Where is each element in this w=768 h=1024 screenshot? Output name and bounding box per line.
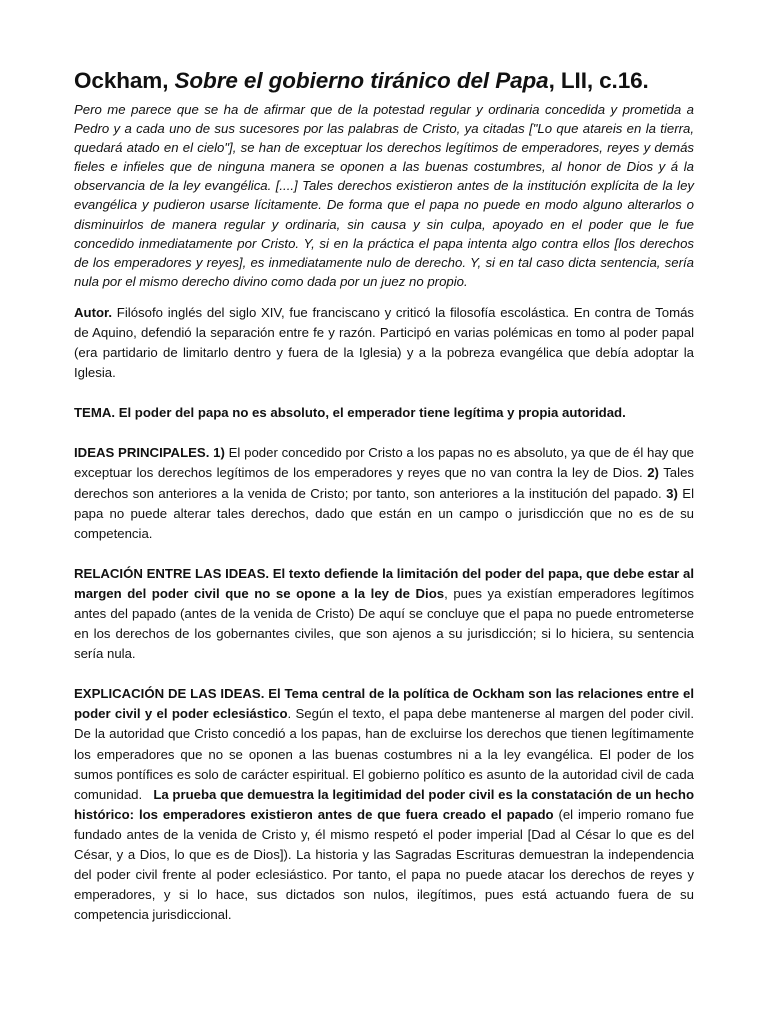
idea-2-text: Tales derechos son anteriores a la venida de Cristo; por tanto, son anteriores a la institución del papado. (74, 465, 694, 501)
ideas-paragraph (74, 443, 694, 543)
autor-label: Autor. (74, 304, 113, 320)
relacion-bold: RELACIÓN ENTRE LAS IDEAS. El texto defiende la limitación del poder del papa, que debe estar al margen del poder civil que no se opone a la ley de Dios (74, 565, 694, 601)
ideas-label: IDEAS PRINCIPALES. (74, 445, 210, 461)
autor-text: Filósofo inglés del siglo XIV, fue franciscano y criticó la filosofía escolástica. En contra de Tomás de Aquino, defendió la separación entre fe y razón. Participó en varias polémicas en tomo al poder papal (era partidario de limitarlo dentro y fuera de la Iglesia) y a la pobreza evangélica que debía adoptar la Iglesia. (74, 304, 694, 381)
explicacion-bold-2: La prueba que demuestra la legitimidad del poder civil es la constatación de un hecho histórico: los emperadores existieron antes de que fuera creado el papado (74, 786, 695, 822)
autor-paragraph (74, 303, 694, 383)
relacion-paragraph (74, 564, 694, 664)
explicacion-bold-1: EXPLICACIÓN DE LAS IDEAS. El Tema central de la política de Ockham son las relaciones entre el poder civil y el poder eclesiástico (74, 686, 694, 722)
tema-paragraph: TEMA. El poder del papa no es absoluto, el emperador tiene legítima y propia autoridad. (74, 405, 626, 421)
explicacion-text-2: (el imperio romano fue fundado antes de la venida de Cristo y, él mismo respetó el poder imperial [Dad al César lo que es del César, y a Dios, lo que es de Dios]). La historia y las Sagradas Escrituras demuestran la independencia del poder civil frente al poder eclesiástico. Por tanto, el papa no puede atacar los derechos de reyes y emperadores, y si lo hace, sus dictados son nulos, ilegítimos, pues está actuando fuera de su competencia jurisdiccional. (74, 806, 694, 923)
idea-3-text: El papa no puede alterar tales derechos, dado que están en un campo o jurisdicción que no es de su competencia. (74, 485, 694, 541)
explicacion-paragraph (74, 684, 698, 925)
idea-1-text: El poder concedido por Cristo a los papas no es absoluto, ya que de él hay que exceptuar los derechos legítimos de los emperadores y reyes que no van contra la ley de Dios. (74, 445, 695, 481)
quoted-text: Pero me parece que se ha de afirmar que de la potestad regular y ordinaria concedida y prometida a Pedro y a cada uno de sus sucesores por las palabras de Cristo, ya citadas ["Lo que atareis en la tierra, quedará atado en el cielo"], se han de exceptuar los derechos legítimos de emperadores, reyes y demás fieles e infieles que de ninguna manera se oponen a las buenas costumbres, al honor de Dios y á la observancia de la ley evangélica. [....] Tales derechos existieron antes de la institución explícita de la ley evangélica y pudieron usarse lícitamente. De forma que el papa no puede en modo alguno alterarlos o disminuirlos de manera regular y ordinaria, sin causa y sin culpa, apoyado en el poder que le fue concedido inmediatamente por Cristo. Y, si en la práctica el papa intenta algo contra ellos [los derechos de los emperadores y reyes], es inmediatamente nulo de derecho. Y, si en tal caso dicta sentencia, sería nula por el mismo derecho divino como dada por un juez no propio. (74, 102, 694, 289)
title-reference: , LII, c.16. (548, 68, 649, 93)
relacion-text: , pues ya existían emperadores legítimos antes del papado (antes de la venida de Cristo) De aquí se concluye que el papa no puede entrometerse en los derechos de los gobernantes civiles, que son ajenos a su jurisdicción; si lo hiciera, su sentencia sería nula. (74, 585, 694, 662)
idea-3-number: 3) (661, 485, 678, 501)
title-author: Ockham, (74, 68, 175, 93)
explicacion-text-1: . Según el texto, el papa debe mantenerse al margen del poder civil. De la autoridad que Cristo concedió a los papas, han de excluirse los derechos que tienen legítimamente los emperadores que no se oponen a las buenas costumbres ni a la ley evangélica. El poder de los sumos pontífices es solo de carácter espiritual. El gobierno político es asunto de la autoridad civil de cada comunidad. (74, 706, 698, 802)
document-title (74, 66, 694, 96)
idea-2-number: 2) (642, 465, 659, 481)
title-work: Sobre el gobierno tiránico del Papa (174, 68, 549, 93)
idea-1-number: 1) (209, 445, 225, 461)
document-body (74, 66, 698, 945)
